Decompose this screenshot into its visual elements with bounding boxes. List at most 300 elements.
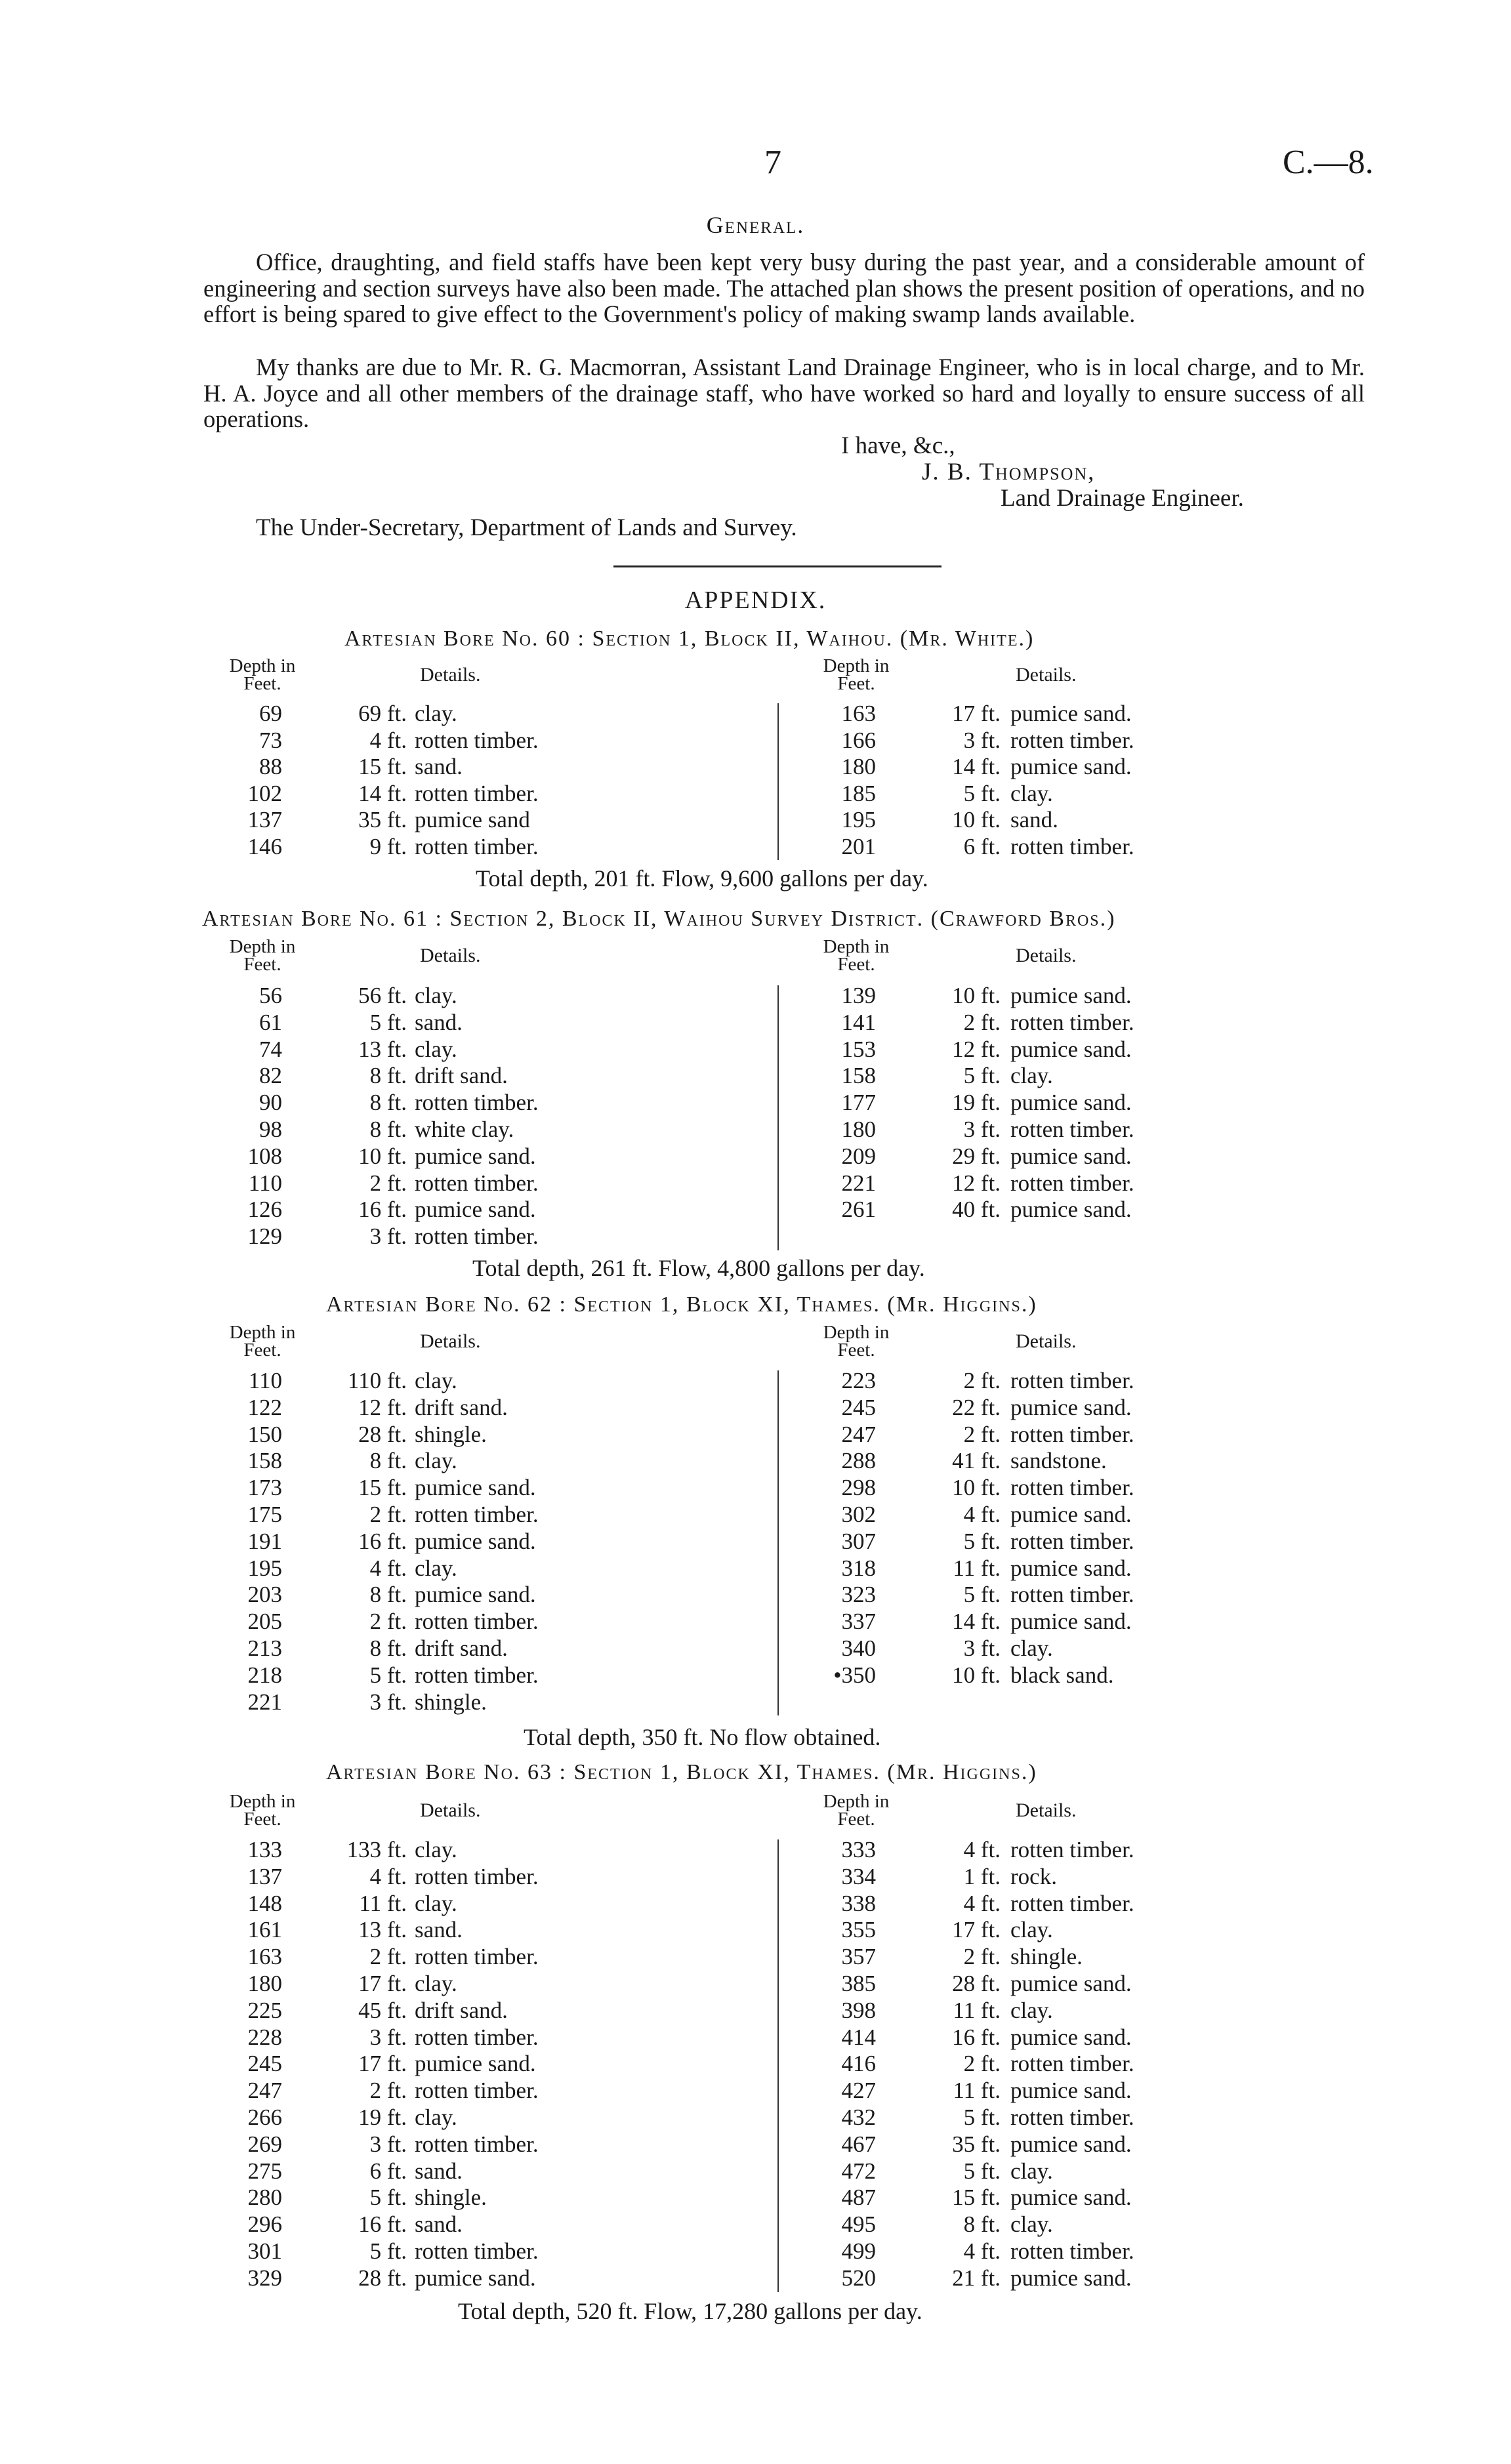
thickness-cell: 4 ft. [369,727,407,753]
depth-cell: 56 [259,983,282,1008]
thickness-cell: 22 ft. [952,1394,1001,1420]
depth-cell: 201 [841,833,876,859]
addressee: The Under-Secretary, Department of Lands and Survey. [256,514,797,541]
thickness-cell: 6 ft. [963,833,1001,859]
depth-header-left: Depth in Feet. [229,655,296,694]
material-cell: pumice sand. [415,2051,536,2077]
depth-cell: 427 [841,2078,876,2104]
depth-cell: 61 [259,1009,282,1035]
material-cell: rotten timber. [415,833,539,859]
depth-cell: 266 [247,2105,282,2130]
material-cell: pumice sand. [1010,1036,1132,1062]
material-cell: rotten timber. [415,1223,539,1250]
material-cell: clay. [415,1448,457,1474]
material-cell: clay. [415,1555,457,1581]
closing-line: I have, &c., [841,432,955,459]
thickness-cell: 4 ft. [963,1502,1001,1527]
material-cell: clay. [1010,1635,1053,1661]
material-cell: rotten timber. [415,1502,539,1527]
details-header-left: Details. [420,664,481,686]
column-divider [777,703,779,860]
bore-title: Artesian Bore No. 60 : Section 1, Block II, Waihou. (Mr. White.) [344,626,1035,651]
depth-cell: 146 [247,833,282,859]
material-cell: pumice sand. [1010,2078,1132,2104]
thickness-cell: 2 ft. [369,1502,407,1527]
material-cell: pumice sand. [1010,2265,1132,2291]
depth-cell: 414 [841,2024,876,2050]
material-cell: clay. [415,1837,457,1862]
signature-title: Land Drainage Engineer. [1001,485,1244,512]
material-cell: shingle. [415,2185,487,2211]
depth-cell: 398 [841,1997,876,2023]
thickness-cell: 10 ft. [358,1143,407,1169]
thickness-cell: 12 ft. [952,1036,1001,1062]
material-cell: pumice sand. [415,1197,536,1223]
depth-cell: 137 [247,1863,282,1889]
depth-cell: 163 [247,1944,282,1970]
thickness-cell: 16 ft. [358,1197,407,1223]
material-cell: clay. [1010,1997,1053,2023]
material-cell: pumice sand. [1010,701,1132,726]
thickness-cell: 17 ft. [952,1917,1001,1943]
material-cell: sandstone. [1010,1448,1107,1474]
depth-cell: 338 [841,1890,876,1916]
depth-cell: 129 [247,1223,282,1250]
thickness-cell: 2 ft. [963,1421,1001,1447]
material-cell: clay. [1010,2211,1053,2238]
bore-total: Total depth, 350 ft. No flow obtained. [524,1724,881,1750]
thickness-cell: 8 ft. [369,1063,407,1089]
depth-cell: 180 [247,1971,282,1996]
material-cell: pumice sand [415,807,530,832]
material-cell: clay. [415,983,457,1008]
depth-cell: 137 [247,807,282,832]
material-cell: rotten timber. [415,2078,539,2104]
material-cell: rotten timber. [1010,1890,1134,1916]
depth-cell: 318 [841,1555,876,1581]
depth-cell: 385 [841,1971,876,1996]
thickness-cell: 19 ft. [952,1090,1001,1116]
page-number: 7 [764,144,781,181]
depth-cell: 245 [841,1394,876,1420]
depth-cell: 98 [259,1117,282,1142]
thickness-cell: 10 ft. [952,1662,1001,1688]
depth-cell: 245 [247,2051,282,2077]
material-cell: rotten timber. [1010,2105,1134,2130]
depth-cell: 355 [841,1917,876,1943]
depth-cell: •350 [833,1662,876,1688]
material-cell: rotten timber. [415,1090,539,1116]
material-cell: rotten timber. [1010,1475,1134,1501]
column-divider [777,1839,779,2292]
thickness-cell: 28 ft. [952,1971,1001,1996]
bore-title: Artesian Bore No. 63 : Section 1, Block XI, Thames. (Mr. Higgins.) [326,1760,1037,1784]
depth-cell: 340 [841,1635,876,1661]
depth-cell: 221 [247,1689,282,1715]
depth-cell: 82 [259,1063,282,1089]
depth-cell: 416 [841,2051,876,2077]
details-header-right: Details. [1016,664,1077,686]
thickness-cell: 8 ft. [963,2211,1001,2238]
depth-cell: 133 [247,1837,282,1862]
depth-header-right: Depth in Feet. [823,1322,890,1361]
thickness-cell: 3 ft. [963,727,1001,753]
depth-cell: 139 [841,983,876,1008]
thickness-cell: 110 ft. [347,1368,407,1393]
material-cell: rotten timber. [415,780,539,806]
thickness-cell: 2 ft. [963,1009,1001,1035]
depth-header-right: Depth in Feet. [823,655,890,694]
thickness-cell: 2 ft. [369,2078,407,2104]
thickness-cell: 13 ft. [358,1917,407,1943]
thickness-cell: 13 ft. [358,1036,407,1062]
depth-cell: 158 [247,1448,282,1474]
depth-cell: 472 [841,2158,876,2184]
depth-cell: 74 [259,1036,282,1062]
material-cell: rotten timber. [1010,1368,1134,1393]
thickness-cell: 11 ft. [359,1890,407,1916]
thickness-cell: 19 ft. [358,2105,407,2130]
material-cell: pumice sand. [1010,1143,1132,1169]
details-header-right: Details. [1016,1330,1077,1352]
material-cell: rotten timber. [415,1944,539,1970]
material-cell: black sand. [1010,1662,1114,1688]
depth-cell: 275 [247,2158,282,2184]
thickness-cell: 12 ft. [952,1170,1001,1196]
column-divider [777,1370,779,1715]
depth-cell: 126 [247,1197,282,1223]
thickness-cell: 5 ft. [963,1528,1001,1554]
depth-cell: 180 [841,754,876,779]
thickness-cell: 28 ft. [358,2265,407,2291]
depth-cell: 141 [841,1009,876,1035]
bore-total: Total depth, 520 ft. Flow, 17,280 gallons per day. [458,2298,922,2324]
depth-cell: 209 [841,1143,876,1169]
thickness-cell: 5 ft. [963,1063,1001,1089]
depth-cell: 467 [841,2131,876,2157]
material-cell: clay. [415,1368,457,1393]
depth-cell: 307 [841,1528,876,1554]
section-divider [613,565,942,567]
thickness-cell: 5 ft. [369,2238,407,2264]
depth-cell: 487 [841,2185,876,2211]
depth-header-left: Depth in Feet. [229,936,296,975]
thickness-cell: 16 ft. [952,2024,1001,2050]
depth-cell: 173 [247,1475,282,1501]
thickness-cell: 11 ft. [953,1555,1001,1581]
material-cell: sand. [415,1917,463,1943]
depth-cell: 185 [841,780,876,806]
depth-cell: 163 [841,701,876,726]
material-cell: pumice sand. [1010,1502,1132,1527]
thickness-cell: 14 ft. [358,780,407,806]
depth-cell: 88 [259,754,282,779]
depth-cell: 432 [841,2105,876,2130]
thickness-cell: 69 ft. [358,701,407,726]
thickness-cell: 6 ft. [369,2158,407,2184]
thickness-cell: 14 ft. [952,754,1001,779]
depth-cell: 247 [841,1421,876,1447]
thickness-cell: 17 ft. [952,701,1001,726]
thickness-cell: 17 ft. [358,2051,407,2077]
thickness-cell: 3 ft. [963,1117,1001,1142]
material-cell: rotten timber. [1010,1582,1134,1608]
thickness-cell: 2 ft. [369,1170,407,1196]
depth-cell: 334 [841,1863,876,1889]
depth-cell: 223 [841,1368,876,1393]
thickness-cell: 3 ft. [963,1635,1001,1661]
thickness-cell: 9 ft. [369,833,407,859]
material-cell: clay. [415,1036,457,1062]
depth-cell: 153 [841,1036,876,1062]
material-cell: pumice sand. [1010,1090,1132,1116]
depth-cell: 177 [841,1090,876,1116]
depth-cell: 499 [841,2238,876,2264]
signature-name: J. B. Thompson, [922,459,1096,485]
material-cell: pumice sand. [415,1528,536,1554]
thickness-cell: 15 ft. [358,754,407,779]
depth-cell: 261 [841,1197,876,1223]
depth-cell: 247 [247,2078,282,2104]
material-cell: rotten timber. [1010,1009,1134,1035]
thickness-cell: 11 ft. [953,1997,1001,2023]
details-header-left: Details. [420,945,481,966]
thickness-cell: 14 ft. [952,1609,1001,1635]
thickness-cell: 45 ft. [358,1997,407,2023]
material-cell: clay. [1010,2158,1053,2184]
material-cell: rotten timber. [415,1863,539,1889]
material-cell: shingle. [1010,1944,1083,1970]
depth-cell: 296 [247,2211,282,2238]
thickness-cell: 15 ft. [952,2185,1001,2211]
material-cell: sand. [1010,807,1058,832]
thickness-cell: 10 ft. [952,807,1001,832]
thickness-cell: 2 ft. [369,1609,407,1635]
depth-cell: 301 [247,2238,282,2264]
thickness-cell: 5 ft. [963,1582,1001,1608]
material-cell: rotten timber. [415,727,539,753]
depth-cell: 280 [247,2185,282,2211]
depth-cell: 323 [841,1582,876,1608]
depth-header-left: Depth in Feet. [229,1322,296,1361]
depth-cell: 333 [841,1837,876,1862]
material-cell: drift sand. [415,1394,508,1420]
material-cell: pumice sand. [415,1143,536,1169]
thickness-cell: 8 ft. [369,1117,407,1142]
material-cell: shingle. [415,1689,487,1715]
bore-title: Artesian Bore No. 61 : Section 2, Block II, Waihou Survey District. (Crawford Bros.) [202,907,1116,931]
document-reference: C.—8. [1283,144,1374,181]
material-cell: pumice sand. [1010,1971,1132,1996]
depth-cell: 302 [841,1502,876,1527]
material-cell: pumice sand. [415,1582,536,1608]
details-header-left: Details. [420,1330,481,1352]
thickness-cell: 5 ft. [963,2105,1001,2130]
depth-cell: 221 [841,1170,876,1196]
depth-cell: 228 [247,2024,282,2050]
depth-cell: 203 [247,1582,282,1608]
thickness-cell: 17 ft. [358,1971,407,1996]
appendix-title: APPENDIX. [684,586,827,614]
material-cell: sand. [415,1009,463,1035]
depth-cell: 269 [247,2131,282,2157]
thickness-cell: 4 ft. [369,1555,407,1581]
depth-cell: 195 [841,807,876,832]
material-cell: rotten timber. [415,2024,539,2050]
depth-header-left: Depth in Feet. [229,1791,296,1830]
depth-cell: 357 [841,1944,876,1970]
thickness-cell: 2 ft. [963,1368,1001,1393]
column-divider [777,985,779,1250]
material-cell: clay. [415,1971,457,1996]
thickness-cell: 21 ft. [952,2265,1001,2291]
thickness-cell: 2 ft. [369,1944,407,1970]
thickness-cell: 10 ft. [952,1475,1001,1501]
thickness-cell: 40 ft. [952,1197,1001,1223]
material-cell: pumice sand. [1010,1197,1132,1223]
material-cell: white clay. [415,1117,514,1142]
depth-cell: 520 [841,2265,876,2291]
thickness-cell: 4 ft. [963,2238,1001,2264]
depth-cell: 337 [841,1609,876,1635]
thickness-cell: 8 ft. [369,1448,407,1474]
thickness-cell: 35 ft. [952,2131,1001,2157]
thickness-cell: 5 ft. [963,780,1001,806]
material-cell: clay. [415,1890,457,1916]
depth-cell: 175 [247,1502,282,1527]
depth-cell: 158 [841,1063,876,1089]
material-cell: shingle. [415,1421,487,1447]
depth-cell: 298 [841,1475,876,1501]
depth-cell: 122 [247,1394,282,1420]
general-paragraph-2: My thanks are due to Mr. R. G. Macmorran, Assistant Land Drainage Engineer, who is in local charge, and to Mr. H. A. Joyce and all other members of the drainage staff, who have worked so hard and loyally to ensure success of all operations. [203,354,1365,432]
material-cell: pumice sand. [1010,754,1132,779]
material-cell: drift sand. [415,1063,508,1089]
material-cell: pumice sand. [1010,2131,1132,2157]
thickness-cell: 5 ft. [369,1662,407,1688]
material-cell: rotten timber. [1010,1117,1134,1142]
thickness-cell: 29 ft. [952,1143,1001,1169]
material-cell: clay. [415,701,457,726]
details-header-right: Details. [1016,945,1077,966]
material-cell: rotten timber. [415,1662,539,1688]
thickness-cell: 2 ft. [963,2051,1001,2077]
thickness-cell: 56 ft. [358,983,407,1008]
details-header-left: Details. [420,1799,481,1821]
depth-cell: 218 [247,1662,282,1688]
material-cell: rotten timber. [415,1609,539,1635]
depth-cell: 180 [841,1117,876,1142]
depth-cell: 73 [259,727,282,753]
depth-cell: 195 [247,1555,282,1581]
material-cell: rotten timber. [1010,727,1134,753]
depth-cell: 329 [247,2265,282,2291]
depth-cell: 90 [259,1090,282,1116]
thickness-cell: 41 ft. [952,1448,1001,1474]
material-cell: pumice sand. [415,1475,536,1501]
material-cell: rotten timber. [415,1170,539,1196]
material-cell: pumice sand. [415,2265,536,2291]
material-cell: pumice sand. [1010,1555,1132,1581]
thickness-cell: 16 ft. [358,2211,407,2238]
thickness-cell: 4 ft. [369,1863,407,1889]
thickness-cell: 3 ft. [369,2131,407,2157]
material-cell: rotten timber. [1010,1837,1134,1862]
thickness-cell: 3 ft. [369,1689,407,1715]
material-cell: rotten timber. [1010,1528,1134,1554]
bore-title: Artesian Bore No. 62 : Section 1, Block XI, Thames. (Mr. Higgins.) [326,1292,1037,1317]
thickness-cell: 35 ft. [358,807,407,832]
thickness-cell: 2 ft. [963,1944,1001,1970]
material-cell: pumice sand. [1010,2024,1132,2050]
depth-cell: 288 [841,1448,876,1474]
thickness-cell: 8 ft. [369,1090,407,1116]
material-cell: clay. [1010,780,1053,806]
depth-cell: 166 [841,727,876,753]
thickness-cell: 4 ft. [963,1837,1001,1862]
thickness-cell: 3 ft. [369,2024,407,2050]
thickness-cell: 133 ft. [346,1837,407,1862]
general-paragraph-1: Office, draughting, and field staffs have been kept very busy during the past year, and a considerable amount of engineering and section surveys have also been made. The attached plan shows the present position of operations, and no effort is being spared to give effect to the Government's policy of making swamp lands available. [203,249,1365,327]
thickness-cell: 8 ft. [369,1635,407,1661]
material-cell: rotten timber. [1010,1421,1134,1447]
material-cell: rock. [1010,1863,1057,1889]
material-cell: drift sand. [415,1635,508,1661]
general-heading: General. [706,212,805,238]
material-cell: sand. [415,2158,463,2184]
thickness-cell: 5 ft. [369,1009,407,1035]
depth-cell: 110 [248,1368,282,1393]
thickness-cell: 5 ft. [963,2158,1001,2184]
depth-cell: 110 [248,1170,282,1196]
material-cell: rotten timber. [415,2238,539,2264]
depth-cell: 213 [247,1635,282,1661]
thickness-cell: 8 ft. [369,1582,407,1608]
depth-cell: 191 [247,1528,282,1554]
thickness-cell: 28 ft. [358,1421,407,1447]
depth-cell: 495 [841,2211,876,2238]
depth-cell: 150 [247,1421,282,1447]
depth-cell: 205 [247,1609,282,1635]
thickness-cell: 16 ft. [358,1528,407,1554]
thickness-cell: 11 ft. [953,2078,1001,2104]
material-cell: rotten timber. [1010,1170,1134,1196]
depth-header-right: Depth in Feet. [823,1791,890,1830]
depth-header-right: Depth in Feet. [823,936,890,975]
thickness-cell: 5 ft. [369,2185,407,2211]
thickness-cell: 15 ft. [358,1475,407,1501]
material-cell: sand. [415,754,463,779]
thickness-cell: 4 ft. [963,1890,1001,1916]
material-cell: pumice sand. [1010,1609,1132,1635]
material-cell: pumice sand. [1010,2185,1132,2211]
material-cell: clay. [1010,1063,1053,1089]
thickness-cell: 10 ft. [952,983,1001,1008]
depth-cell: 148 [247,1890,282,1916]
material-cell: rotten timber. [1010,2051,1134,2077]
thickness-cell: 1 ft. [963,1863,1001,1889]
details-header-right: Details. [1016,1799,1077,1821]
depth-cell: 108 [247,1143,282,1169]
bore-total: Total depth, 261 ft. Flow, 4,800 gallons per day. [472,1255,925,1281]
material-cell: sand. [415,2211,463,2238]
thickness-cell: 3 ft. [369,1223,407,1250]
material-cell: rotten timber. [415,2131,539,2157]
bore-total: Total depth, 201 ft. Flow, 9,600 gallons per day. [476,865,928,892]
material-cell: pumice sand. [1010,1394,1132,1420]
depth-cell: 102 [247,780,282,806]
material-cell: drift sand. [415,1997,508,2023]
